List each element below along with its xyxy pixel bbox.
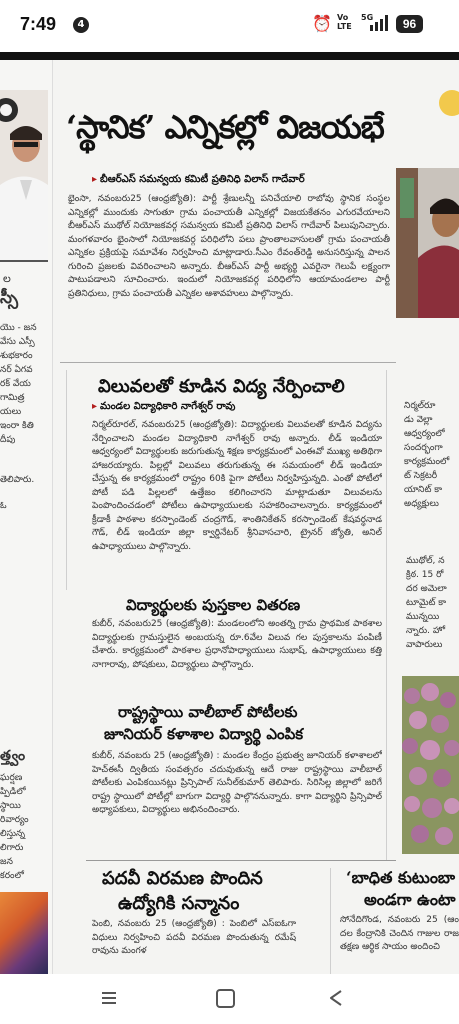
right-snippet-11: దర అమెలా xyxy=(406,584,447,594)
volleyball-story-body: కుబీర్, నవంబరు 25 (ఆంధ్రజ్యోతి) : మండల కేంద్రం ప్రభుత్వ జూనియర్ కళాశాలలో హెచ్ఈసీ ద్వితీయ సంవత్సరం చదువుతున్న ఆదే రాజు రాష్ట్రస్థాయి వాలీబాల్ పోటీలకు ఎంపికయినట్లు ప్రిన్సిపాల్ సునీల్‌కుమార్ తెలిపారు. సిరిసిల్ల జిల్లాలో జరిగే రాష్ట్ర స్థాయిలో పోటీల్లో బాగుగా విద్యార్థి పాల్గొననున్నారు. కాగా విద్యార్థిని ప్రిన్సిపాల్ అధ్యాపకులు, విద్యార్థులు అభినందించారు. xyxy=(92,751,382,815)
right-snippet-6: ట్ సెక్రటరీ xyxy=(404,471,438,481)
vegetable-photo xyxy=(402,676,459,854)
newspaper-page[interactable] xyxy=(0,60,459,974)
left-snippet-5: శుభకారం xyxy=(0,351,33,361)
left-snippet-21: కరంలో xyxy=(0,871,24,881)
story-divider-right xyxy=(386,370,387,860)
alarm-icon: ⏰ xyxy=(312,14,332,33)
left-snippet-12: తెలిపారు. xyxy=(0,475,35,485)
right-snippet-1: నిర్మల్‌రూ xyxy=(404,401,436,411)
right-snippet-8: అధ్యక్షులు xyxy=(404,499,439,509)
right-column xyxy=(396,60,459,974)
volte-indicator: Vo LTE xyxy=(337,13,352,31)
back-button[interactable] xyxy=(328,989,344,1007)
right-snippet-12: టూమైట్ కా xyxy=(406,598,447,608)
left-snippet-3: యొ - జన xyxy=(0,323,37,333)
left-snippet-16: స్థాయి xyxy=(0,801,21,811)
volleyball-headline-line2: జూనియర్ కళాశాల విద్యార్థి ఎంపిక xyxy=(104,725,304,743)
header-rule xyxy=(60,362,396,363)
values-headline: విలువలతో కూడిన విద్య నేర్పించాలి xyxy=(98,376,345,397)
volleyball-headline-line1: రాష్ట్రస్థాయి వాలీబాల్ పోటీలకు xyxy=(118,703,298,721)
main-byline-text: బీఆర్ఎస్ సమన్వయ కమిటీ ప్రతినిధి విలాస్ గాదేవార్ xyxy=(100,174,305,185)
bottom-rule xyxy=(86,860,396,861)
right-snippet-14: న్నారు. హో xyxy=(406,626,446,636)
right-bottom-headline-line2: అండగా ఉంటా xyxy=(364,890,456,909)
left-snippet-15: ప్పిడిలో xyxy=(0,787,26,797)
status-bar xyxy=(0,0,459,52)
right-snippet-5: కార్యక్రమంలో xyxy=(404,457,450,467)
left-snippet-11: దీపు xyxy=(0,435,16,445)
bottom-column-divider xyxy=(330,868,331,974)
home-button[interactable] xyxy=(216,989,235,1008)
recent-apps-icon[interactable] xyxy=(100,990,118,1006)
left-snippet-13: త్త్వం xyxy=(0,748,26,764)
left-snippet-18: లిస్తున్న xyxy=(0,829,26,839)
right-snippet-15: వాపారులు xyxy=(406,640,443,650)
books-story-body: కుబీర్, నవంబరు25 (ఆంధ్రజ్యోతి): మండలంలోని అంతర్ని గ్రామ ప్రాథమిక పాఠశాల విద్యార్థులకు గ్రామస్తులైన అంబయన్న రూ.6వేల విలువ గల పుస్తకాలను పంపిణీ చేశారు. కార్యక్రమంలో పాఠశాల ప్రధానోపాధ్యాయులు సుభాష్, ఉపాధ్యాయులు కత్తి నాగారావు, పోషకులు, విద్యార్థులు పాల్గొన్నారు. xyxy=(92,619,382,670)
left-snippet-17: రివార్యం xyxy=(0,815,29,825)
right-snippet-7: యానిట్ కా xyxy=(404,485,443,495)
left-snippet-7: రక్‌ వేయ xyxy=(0,379,31,389)
right-snippet-9: ముథోల్, న xyxy=(406,556,445,566)
right-snippet-13: మున్నయి xyxy=(406,612,440,622)
left-snippet-22: ఓ xyxy=(0,501,7,511)
values-box-left xyxy=(66,370,67,590)
byline-arrow-icon: ▸ xyxy=(92,401,98,412)
main-headline: ‘స్థానిక’ ఎన్నికల్లో విజయభే xyxy=(66,108,384,146)
clock: 7:49 xyxy=(20,14,57,34)
left-column xyxy=(0,60,53,974)
books-headline: విద్యార్థులకు పుస్తకాల వితరణ xyxy=(126,596,301,614)
left-snippet-20: జన xyxy=(0,857,13,867)
left-column-rule xyxy=(0,260,48,262)
navigation-bar xyxy=(0,974,459,1024)
network-type: 5G xyxy=(361,13,374,22)
retirement-headline-line1: పదవీ విరమణ పొందిన xyxy=(102,868,263,889)
left-snippet-1: ల xyxy=(3,272,11,285)
main-byline xyxy=(92,173,305,187)
battery-indicator: 96 xyxy=(396,15,423,33)
right-bottom-headline-line1: ‘బాధిత కుటుంబా xyxy=(346,868,456,887)
left-bottom-photo xyxy=(0,892,48,974)
byline-arrow-icon: ▸ xyxy=(92,174,98,185)
left-snippet-4: వేసు ఎస్సీ xyxy=(0,337,35,347)
right-snippet-4: సందర్భంగా xyxy=(404,443,443,453)
left-snippet-6: నర్ ఏగవ xyxy=(0,365,33,375)
values-story-body: నిర్మల్‌రూరల్, నవంబరు25 (ఆంధ్రజ్యోతి): విద్యార్థులకు విలువలతో కూడిన విద్యను నేర్పించాలని మండల విద్యాధికారి నాగేశ్వర్ రావు అన్నారు. లీడ్ ఇండియా ఆధ్వర్యంలో విద్యార్థులకు జరుగుతున్న శిక్షణ కార్యక్రమంలో ఎంఈవో ముఖ్య అతిథిగా హాజరయ్యారు. పిల్లల్లో విలువలు తరుగుతున్న ఈ సమయంలో లీడ్ ఇండియా చేస్తున్న ఈ కార్యక్రమంలో రాష్ట్రం 60కి పైగా పోటీలు నిర్వహిస్తున్నది. ఎంతో పోటీలో పోటీ పడి పిల్లలలో ఉత్తేజం కలిగించారని మాట్లాడుతూ విలువలను పెంపొందించడంలో పోటీలు ఉపాధ్యాయులకు సహకరించాలన్నారు. కార్యక్రమంలో క్రీడాకీ పాఠశాల కరస్పాండెంట్ చంద్రగౌడ్, శాంతినికేతన్ కరస్పాండెంట్ కేషవర్ధనాడ గౌడ్, లీడ్ ఇండియా జిల్లా క్వార్డినేటర్ శ్రీనివాసచారి, ట్రైనర్ జ్యోతి, అనిల్ ఉపాధ్యాయులు పాల్గొన్నారు. xyxy=(92,420,382,552)
left-snippet-8: గామిత్ర xyxy=(0,393,25,403)
values-byline-text: మండల విద్యాధికారి నాగేశ్వర్ రావు xyxy=(100,401,236,412)
right-snippet-3: ఆధ్వర్యంలో xyxy=(404,429,445,439)
notification-badge: 4 xyxy=(73,17,89,33)
left-snippet-9: యలు xyxy=(0,407,22,417)
retirement-story-body: పెంబి, నవంబరు 25 (ఆంధ్రజ్యోతి) : పెంబిలో ఎస్‌ఐఓగా విధులు నిర్వహించి పదవీ విరమణ పొందుతున్న రమేష్ రావును మంగళ xyxy=(92,919,296,956)
left-snippet-19: లిగారు xyxy=(0,843,24,853)
right-snippet-2: డు వెల్లా xyxy=(404,415,433,425)
left-snippet-14: ఘర్షణ xyxy=(0,773,23,783)
right-bottom-story-body: సోనేదిగొండ, నవంబరు 25 (ఆం దల కేంద్రానికి చెందిన గాజుల రాజ తక్షణ ఆర్థిక సాయం అందించి xyxy=(340,915,459,952)
left-snippet-10: ఇంరా కితి xyxy=(0,421,34,431)
right-logo-circle xyxy=(439,90,459,116)
reporter-photo xyxy=(0,90,48,260)
retirement-headline-line2: ఉద్యోగికి సన్మానం xyxy=(118,893,240,914)
top-divider xyxy=(0,52,459,60)
left-snippet-2: స్సీ xyxy=(0,288,19,308)
values-byline xyxy=(92,400,235,414)
main-story-body: భైంసా, నవంబరు25 (ఆంధ్రజ్యోతి): పార్టీ శ్రేణులన్నీ పనిచేయాలి రాబోవు స్థానిక సంస్థల ఎన్నికల్లో ముందుకు సాగుతూ గ్రామ పంచాయతీ ఎన్నికల్లో విజయకేతనం ఎగురవేయాలని బీఆర్ఎస్ ముథోల్ నియోజకవర్గ సమన్వయ కమిటీ ప్రతినిధి విలాస్ గాదేవార్ పిలుపునిచ్చారు. మంగళవారం భైంసాలో నియోజకవర్గ పరిధిలోని పలు ప్రాంతాలవాసులతో గ్రామ పంచాయతీ ఎన్నికల ప్రక్రియపై సమావేశం నిర్వహించి మాట్లాడారు.సీఎం రేవంత్‌రెడ్డి అనుసరిస్తున్న పాలన గురించి ప్రజలకు వివరించాలని అన్నారు. బీఆర్ఎస్ పార్టీ అభ్యర్థి ఎవరైనా గెలుపే లక్ష్యంగా పాటుపడాలని సూచించారు. ఇందులో నియోజకవర్గ పరిధిలోని ఆయామండలాల పార్టీ ప్రతినిధులు, గ్రామ పంచాయతీ ఎన్నికల ఆశావహులు పాల్గొన్నారు. xyxy=(68,194,390,299)
signal-icon xyxy=(368,15,390,31)
right-snippet-10: క్రిఠ. 15 రో xyxy=(406,570,444,580)
